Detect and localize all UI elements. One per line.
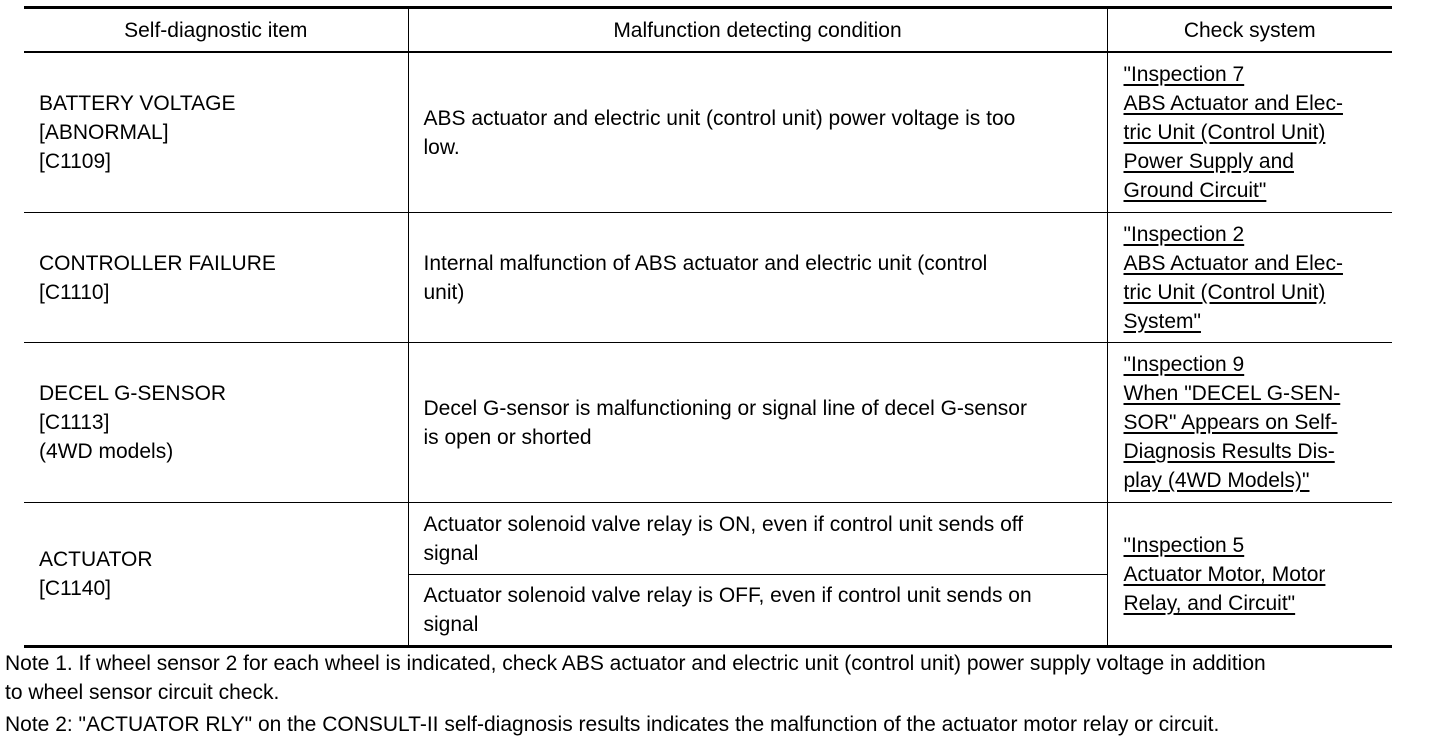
table-row-actuator: [24, 503, 1392, 575]
link-text[interactable]: Actuator Motor, Motor: [1123, 562, 1326, 586]
condition-text: Actuator solenoid valve relay is OFF, even if control unit sends on: [423, 584, 1032, 607]
link-text[interactable]: When "DECEL G-SEN-: [1123, 382, 1341, 405]
condition-text: is open or shorted: [423, 425, 592, 449]
condition-text: low.: [423, 135, 460, 159]
condition-cell: [408, 343, 1107, 503]
check-system-link-inspection-9[interactable]: [1107, 343, 1392, 503]
check-system-link-inspection-5[interactable]: [1107, 503, 1392, 647]
item-text: CONTROLLER FAILURE: [39, 251, 276, 275]
link-text[interactable]: tric Unit (Control Unit): [1123, 280, 1326, 304]
condition-cell: [408, 503, 1107, 575]
link-text[interactable]: Power Supply and: [1123, 150, 1294, 173]
condition-text: signal: [423, 613, 479, 636]
link-text[interactable]: "Inspection 5: [1123, 533, 1245, 557]
item-cell: [24, 343, 408, 503]
item-code: [C1140]: [39, 577, 111, 600]
note-1-line-2: to wheel sensor circuit check.: [5, 681, 280, 704]
header-malfunction-condition: Malfunction detecting condition: [408, 8, 1107, 53]
condition-text: signal: [423, 541, 479, 565]
item-text: BATTERY VOLTAGE: [39, 92, 236, 115]
note-1: [5, 649, 1435, 707]
table-row-decel-g-sensor: [24, 343, 1392, 503]
link-text[interactable]: SOR" Appears on Self-: [1123, 411, 1338, 434]
condition-cell: [408, 213, 1107, 343]
notes-section: [5, 649, 1435, 739]
check-system-link-inspection-2[interactable]: [1107, 213, 1392, 343]
item-text: DECEL G-SENSOR: [39, 382, 227, 405]
link-text[interactable]: play (4WD Models)": [1123, 469, 1310, 492]
link-text[interactable]: Ground Circuit": [1123, 179, 1267, 202]
item-code: [C1113]: [39, 411, 110, 434]
header-check-system: Check system: [1107, 8, 1392, 53]
link-text[interactable]: ABS Actuator and Elec-: [1123, 92, 1343, 115]
link-text[interactable]: "Inspection 7: [1123, 63, 1245, 86]
note-1-line-1: Note 1. If wheel sensor 2 for each wheel is indicated, check ABS actuator and electric unit (control unit) power supply voltage in addition: [5, 652, 1266, 675]
item-cell: [24, 213, 408, 343]
condition-text: Decel G-sensor is malfunctioning or signal line of decel G-sensor: [423, 396, 1027, 420]
check-system-link-inspection-7[interactable]: [1107, 52, 1392, 213]
item-text: [ABNORMAL]: [39, 121, 169, 144]
header-self-diagnostic-item: Self-diagnostic item: [24, 8, 408, 53]
self-diagnostic-table: [24, 6, 1392, 648]
condition-cell: [408, 575, 1107, 647]
item-code: [C1110]: [39, 280, 110, 304]
link-text[interactable]: Relay, and Circuit": [1123, 591, 1296, 615]
condition-cell: [408, 52, 1107, 213]
item-code: [C1109]: [39, 150, 111, 173]
link-text[interactable]: tric Unit (Control Unit): [1123, 121, 1326, 144]
condition-text: ABS actuator and electric unit (control unit) power voltage is too: [423, 106, 1016, 130]
condition-text: Actuator solenoid valve relay is ON, even if control unit sends off: [423, 512, 1024, 536]
item-cell: [24, 52, 408, 213]
link-text[interactable]: "Inspection 2: [1123, 222, 1245, 246]
item-text: ACTUATOR: [39, 548, 153, 571]
condition-text: Internal malfunction of ABS actuator and electric unit (control: [423, 251, 988, 275]
table-header-row: [24, 8, 1392, 53]
link-text[interactable]: Diagnosis Results Dis-: [1123, 440, 1335, 463]
table-row-battery-voltage: [24, 52, 1392, 213]
link-text[interactable]: System": [1123, 309, 1201, 333]
link-text[interactable]: ABS Actuator and Elec-: [1123, 251, 1343, 275]
link-text[interactable]: "Inspection 9: [1123, 353, 1245, 376]
item-note: (4WD models): [39, 440, 174, 463]
table-row-controller-failure: [24, 213, 1392, 343]
condition-text: unit): [423, 280, 465, 304]
item-cell: [24, 503, 408, 647]
note-2: Note 2: "ACTUATOR RLY" on the CONSULT-II self-diagnosis results indicates the malfunction of the actuator motor relay or circuit.: [5, 713, 1220, 736]
